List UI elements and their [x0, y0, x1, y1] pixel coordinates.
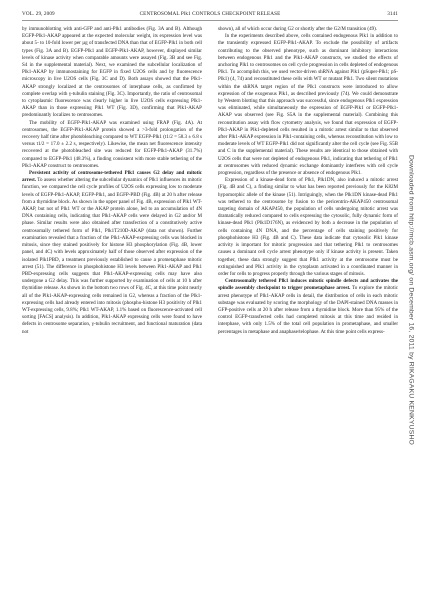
paragraph-text: Expression of a kinase-dead form of Plk1, Plk1DN, also induced a mitotic arrest (Fig. 4B and C), a finding similar to what has been reported previously for the K82M hypomorphic allele of the kinase (51). Intriguingly, when the Plk1DN kinase-dead Plk1 was tethered to the centrosome by fusion to the pericentrin-AKAP450 centrosomal targeting domain of AKAP450, the population of cells undergoing mitotic arrest was dramatically reduced compared to cells expressing the cytosolic, fully dynamic form of kinase-dead Plk1 (Plk1D176N), as evidenced by both a decrease in the population of cells containing 4N DNA, and the percentage of cells staining positively for phosphohistone H3 (Fig. 4B and C). These data indicate that cytosolic Plk1 kinase activity is important for mitotic progression and that tethering Plk1 to centrosomes causes a dominant cell cycle arrest phenotype only if kinase activity is present. Taken together, these data strongly suggest that Plk1 activity at the centrosome must be extinguished and Plk1 activity in the cytoplasm activated in a coordinated manner in order for cells to progress properly through the various stages of mitosis.	[218, 177, 398, 277]
paragraph	[22, 170, 202, 336]
journal-volume: VOL. 29, 2009	[22, 11, 55, 17]
paragraph-text: In the experiments described above, cells contained endogenous Plk1 in addition to the transiently expressed EGFP-Plk1-AKAP. To exclude the possibility of artifacts contributing to the observed phenotype, such as dominant inhibitory interactions between endogenous Plk1 and the Plk1-AKAP constructs, we studied the effects of anchoring Plk1 to centrosomes on cell cycle progression in cells depleted of endogenous Plk1. To accomplish this, we used vector-driven shRNA against Plk1 (pSuper-Plk1; pS-Plk1) (4, 74) and reconstituted these cells with WT or mutant Plk1. Two silent mutations within the shRNA target region of the Plk1 constructs were introduced to allow expression of the exogenous Plk1, as described previously (74). We could demonstrate by Western blotting that this approach was successful, since endogenous Plk1 expression was eliminated, while simultaneously the expression of EGFP-Plk1 or EGFP-Plk1-AKAP was observed (see Fig. S5A in the supplemental material). Combining this reconstitution assay with flow cytometry analysis, we found that expression of EGFP-Plk1-AKAP in Plk1-depleted cells resulted in a mitotic arrest similar to that observed after Plk1-AKAP expression in Plk1-containing cells, whereas reconstitution with low to moderate levels of WT EGFP-Plk1 did not significantly alter the cell cycle (see Fig. S5B and C in the supplemental material). These results are identical to those obtained with U2OS cells that were not depleted of endogenous Plk1, indicating that tethering of Plk1 at centrosomes with reduced dynamic exchange dominantly interferes with cell cycle progression, regardless of the presence or absence of endogenous Plk1.	[218, 33, 398, 177]
paragraph	[22, 120, 202, 170]
paragraph-text: by immunoblotting with anti-GFP and anti-Plk1 antibodies (Fig. 3A and B). Although EGFP-Plk1-AKAP appeared at the expected molecular weight, its expression level was about 5- to 10-fold lower per µg of transfected DNA than that of EGFP-Plk1 in both cell types (Fig. 3A and B). EGFP-Plk1 and EGFP-Plk1-AKAP, however, displayed similar levels of kinase activity when comparable amounts were assayed (Fig. 3B and see Fig. S4 in the supplemental material). Next, we examined the subcellular localization of Plk1-AKAP by immunostaining for EGFP in fixed U2OS cells and by fluorescence microscopy in live U2OS cells (Fig. 3C and D). Both assays showed that the Plk1-AKAP strongly localized at the centrosomes of interphase cells, as confirmed by complete overlap with γ-tubulin staining (Fig. 3C). Importantly, the ratio of centrosomal to cytoplasmic fluorescence was clearly higher in live U2OS cells expressing Plk1-AKAP than in those expressing Plk1 WT (Fig. 3D), confirming that Plk1-AKAP predominantly localizes to centrosomes.	[22, 26, 202, 119]
left-text-column	[22, 26, 202, 566]
paragraph-text: shown), all of which occur during G2 or shortly after the G2/M transition (49).	[218, 26, 378, 32]
paragraph-text: To assess whether altering the subcellular dynamics of Plk1 influences its mitotic function, we compared the cell cycle profiles of U2OS cells expressing low to moderate levels of EGFP-Plk1-AKAP, EGFP-Plk1, and EGFP-PBD (Fig. 4B) at 20 h after release from a thymidine block. As shown in the upper panel of Fig. 4B, expression of Plk1 WT-AKAP, but not of Plk1 WT or the AKAP protein alone, led to an accumulation of 4N DNA containing cells, indicating that Plk1-AKAP cells were delayed in G2 and/or M phase. Similar results were also obtained after transfection of a constitutively active centrosomally tethered form of Plk1, Plk1T210D-AKAP (data not shown). Further examination revealed that a fraction of the Plk1-AKAP-expressing cells was blocked in mitosis, since they stained positively for histone H3 phosphorylation (Fig. 4B, lower panel, and 4C) with levels approximately half of those observed after expression of the isolated Plk1PBD, a treatment previously established to cause a prometaphase mitotic arrest (51). The difference in phosphohistone H3 levels between Plk1-AKAP and Plk1 PBD-expressing cells suggests that Plk1-AKAP-expressing cells may have also undergone a G2 delay. This was further supported by examination of cells at 10 h after thymidine release. As shown in the bottom two rows of Fig. 4C, at this time point nearly all of the Plk1-AKAP-expressing cells remained in G2, whereas a fraction of the Plk1-expressing cells had already entered into mitosis (phospho-histone H3 positivity of Plk1 WT-expressing cells, 9.8%; Plk1 WT-AKAP, 1.1% based on fluorescence-activated cell sorting [FACS] analysis). In addition, Plk1-AKAP expressing cells were found to have defects in centrosome separation, γ-tubulin recruitment, and functional maturation (data not	[22, 177, 202, 335]
section-heading: Centrosomally tethered Plk1 induces mitotic spindle defects and activates the spindle assembly checkpoint to trigger prometaphase arrest.	[218, 278, 398, 292]
right-text-column	[218, 26, 398, 566]
page-number: 3141	[387, 11, 398, 17]
section-heading: Persistent activity of centrosome-tethered Plk1 causes G2 delay and mitotic arrest.	[22, 170, 202, 184]
running-title: CENTROSOMAL Plk1 CONTROLS CHECKPOINT RELEASE	[139, 11, 281, 17]
paragraph-text: The mobility of EGFP-Plk1-AKAP was examined using FRAP (Fig. 4A). At centrosomes, the EGFP-Plk1-AKAP protein showed a >3-fold prolongation of the recovery half time after photobleaching compared to WT EGFP-Plk1 (t1/2 = 58.3 ± 6.8 s versus t1/2 = 17.0 ± 2.2 s, respectively). Likewise, the mean net fluorescence intensity recovered at the photobleached site was reduced for EGFP-Plk1-AKAP (31.7%) compared to EGFP-Plk1 (48.3%), a finding consistent with more stable tethering of the Plk1-AKAP construct to centrosomes.	[22, 119, 202, 169]
paragraph	[22, 26, 202, 120]
header-rule	[22, 20, 398, 21]
download-watermark-text: Downloaded from http://mcb.asm.org/ on December 16, 2011 by RIKAGAKU KENKYUSHO	[407, 154, 415, 446]
running-header	[22, 9, 398, 19]
paragraph	[218, 26, 398, 33]
paragraph	[218, 177, 398, 278]
paragraph	[218, 278, 398, 336]
paragraph-text: To explore the mitotic arrest phenotype of Plk1-AKAP cells in detail, the distribution of cells in each mitotic substage was evaluated by scoring the morphology of the DAPI-stained DNA masses in GFP-positive cells at 20 h after release from a thymidine block. More than 95% of the control EGFP-transfected cells had completed mitosis at this time and resided in interphase, with only 1.5% of the total cell population in prometaphase, and smaller percentages in metaphase and anaphase/telophase. At this time point cells express-	[218, 285, 398, 335]
download-watermark	[404, 70, 418, 530]
paragraph	[218, 33, 398, 177]
